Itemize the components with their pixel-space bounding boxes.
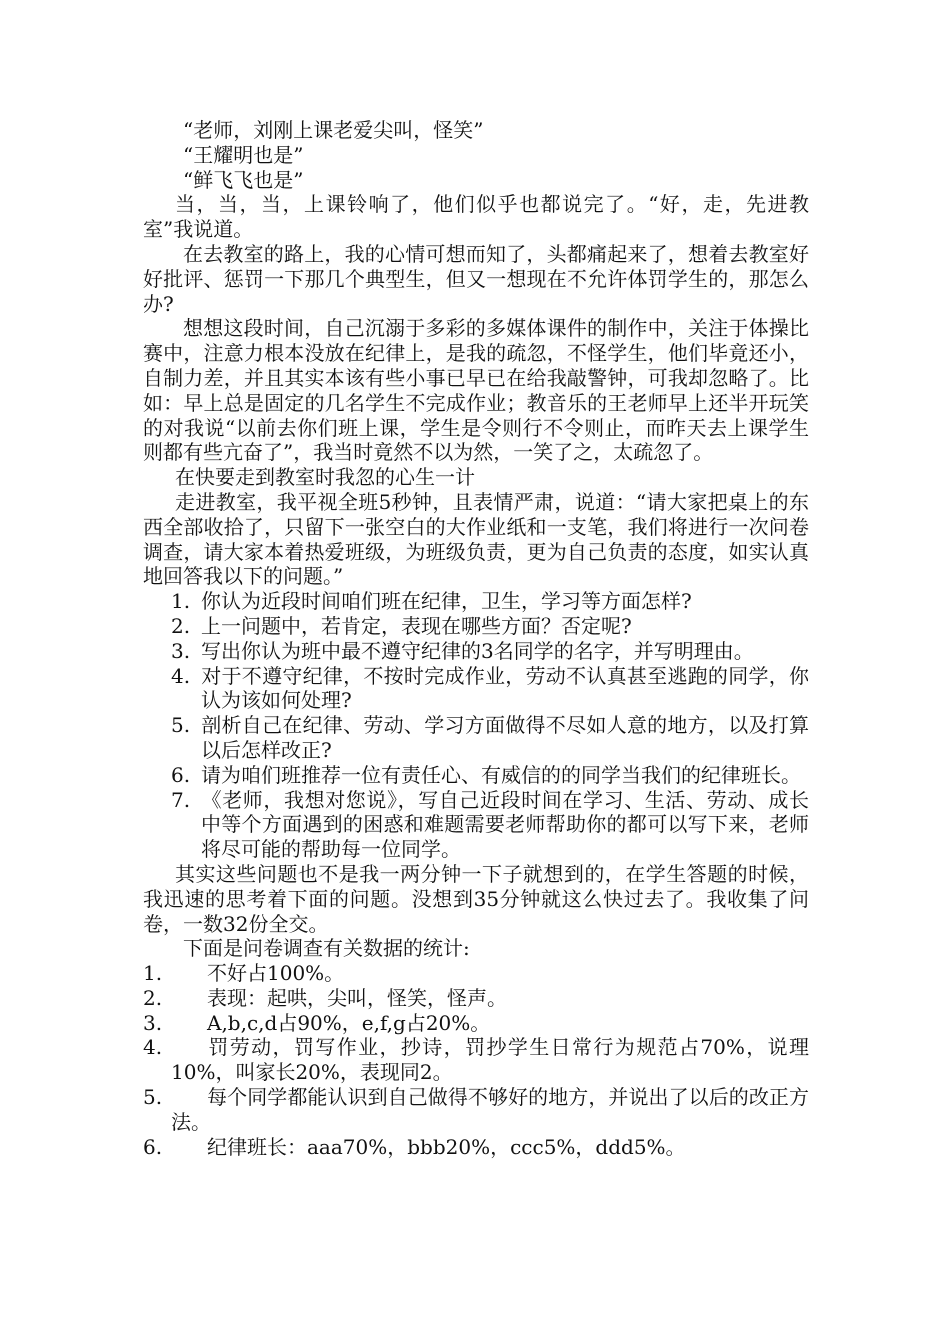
question-list [143,589,809,862]
question-text: 你认为近段时间咱们班在纪律，卫生，学习等方面怎样? [201,589,692,614]
question-text: 对于不遵守纪律，不按时完成作业，劳动不认真甚至逃跑的同学，你认为该如何处理? [201,663,809,713]
question-text: 上一问题中，若肯定，表现在哪些方面？否定呢? [201,613,632,638]
stat-item [143,961,809,986]
question-item [171,639,809,664]
question-number: 1. [171,589,191,614]
dialogue-line: “鲜飞飞也是” [183,167,304,192]
stat-text: 表现：起哄，尖叫，怪笑，怪声。 [207,985,507,1010]
paragraph: 想想这段时间，自己沉溺于多彩的多媒体课件的制作中，关注于体操比赛中，注意力根本没放在纪律上，是我的疏忽，不怪学生，他们毕竟还小，自制力差，并且其实本该有些小事已早已在给我敲警钟，可我却忽略了。比如：早上总是固定的几名学生不完成作业；教音乐的王老师早上还半开玩笑的对我说“以前去你们班上课，学生是令则行不令则止，而昨天去上课学生则都有些亢奋了”，我当时竟然不以为然，一笑了之，太疏忽了。 [143,316,809,465]
stat-item [143,1011,809,1036]
question-number: 5. [171,713,191,738]
paragraph: 下面是问卷调查有关数据的统计: [183,936,470,961]
question-number: 6. [171,762,191,787]
stat-text: 每个同学都能认识到自己做得不够好的地方，并说出了以后的改正方法。 [171,1085,809,1134]
dialogue-line: “王耀明也是” [183,142,304,167]
question-item [171,763,809,788]
question-number: 2. [171,613,191,638]
document-page [143,118,809,1159]
question-item [171,713,809,763]
stat-text: 不好占100%。 [207,961,345,986]
stat-number: 6. [143,1134,163,1159]
stat-item [143,1135,809,1160]
question-number: 3. [171,638,191,663]
dialogue-line: “老师，刘刚上课老爱尖叫，怪笑” [183,118,484,142]
stat-text: 罚劳动，罚写作业，抄诗，罚抄学生日常行为规范占70%，说理10%，叫家长20%，表现同2。 [171,1035,809,1085]
question-item [171,589,809,614]
stat-number: 3. [143,1010,163,1035]
question-text: 写出你认为班中最不遵守纪律的3名同学的名字，并写明理由。 [201,638,754,663]
stats-list [143,961,809,1159]
paragraph: 走进教室，我平视全班5秒钟，且表情严肃，说道：“请大家把桌上的东西全部收拾了，只留下一张空白的大作业纸和一支笔，我们将进行一次问卷调查，请大家本着热爱班级，为班级负责，更为自己负责的态度，如实认真地回答我以下的问题。” [143,489,809,589]
stat-number: 1. [143,961,163,986]
paragraph: 在去教室的路上，我的心情可想而知了，头都痛起来了，想着去教室好好批评、惩罚一下那几个典型生，但又一想现在不允许体罚学生的，那怎么办? [143,241,809,316]
question-item [171,788,809,862]
paragraph: 在快要走到教室时我忽的心生一计 [175,465,475,490]
question-item [171,664,809,714]
stat-number: 2. [143,985,163,1010]
stat-number: 5. [143,1085,163,1110]
question-number: 4. [171,663,191,688]
question-text: 剖析自己在纪律、劳动、学习方面做得不尽如人意的地方，以及打算以后怎样改正? [201,713,809,762]
stat-item [143,1035,809,1085]
paragraph: 当，当，当，上课铃响了，他们似乎也都说完了。“好，走，先进教室”我说道。 [143,192,809,242]
question-item [171,614,809,639]
question-number: 7. [171,787,191,812]
stat-number: 4. [143,1035,163,1060]
paragraph: 其实这些问题也不是我一两分钟一下子就想到的，在学生答题的时候，我迅速的思考着下面的问题。没想到35分钟就这么快过去了。我收集了问卷，一数32份全交。 [143,861,809,936]
stat-text: A,b,c,d占90%，e,f,g占20%。 [207,1010,491,1035]
stat-item [143,986,809,1011]
stat-item [143,1085,809,1135]
stat-text: 纪律班长：aaa70%，bbb20%，ccc5%，ddd5%。 [207,1134,686,1159]
question-text: 请为咱们班推荐一位有责任心、有威信的的同学当我们的纪律班长。 [201,762,801,787]
question-text: 《老师，我想对您说》，写自己近段时间在学习、生活、劳动、成长中等个方面遇到的困惑和难题需要老师帮助你的都可以写下来，老师将尽可能的帮助每一位同学。 [201,787,809,862]
